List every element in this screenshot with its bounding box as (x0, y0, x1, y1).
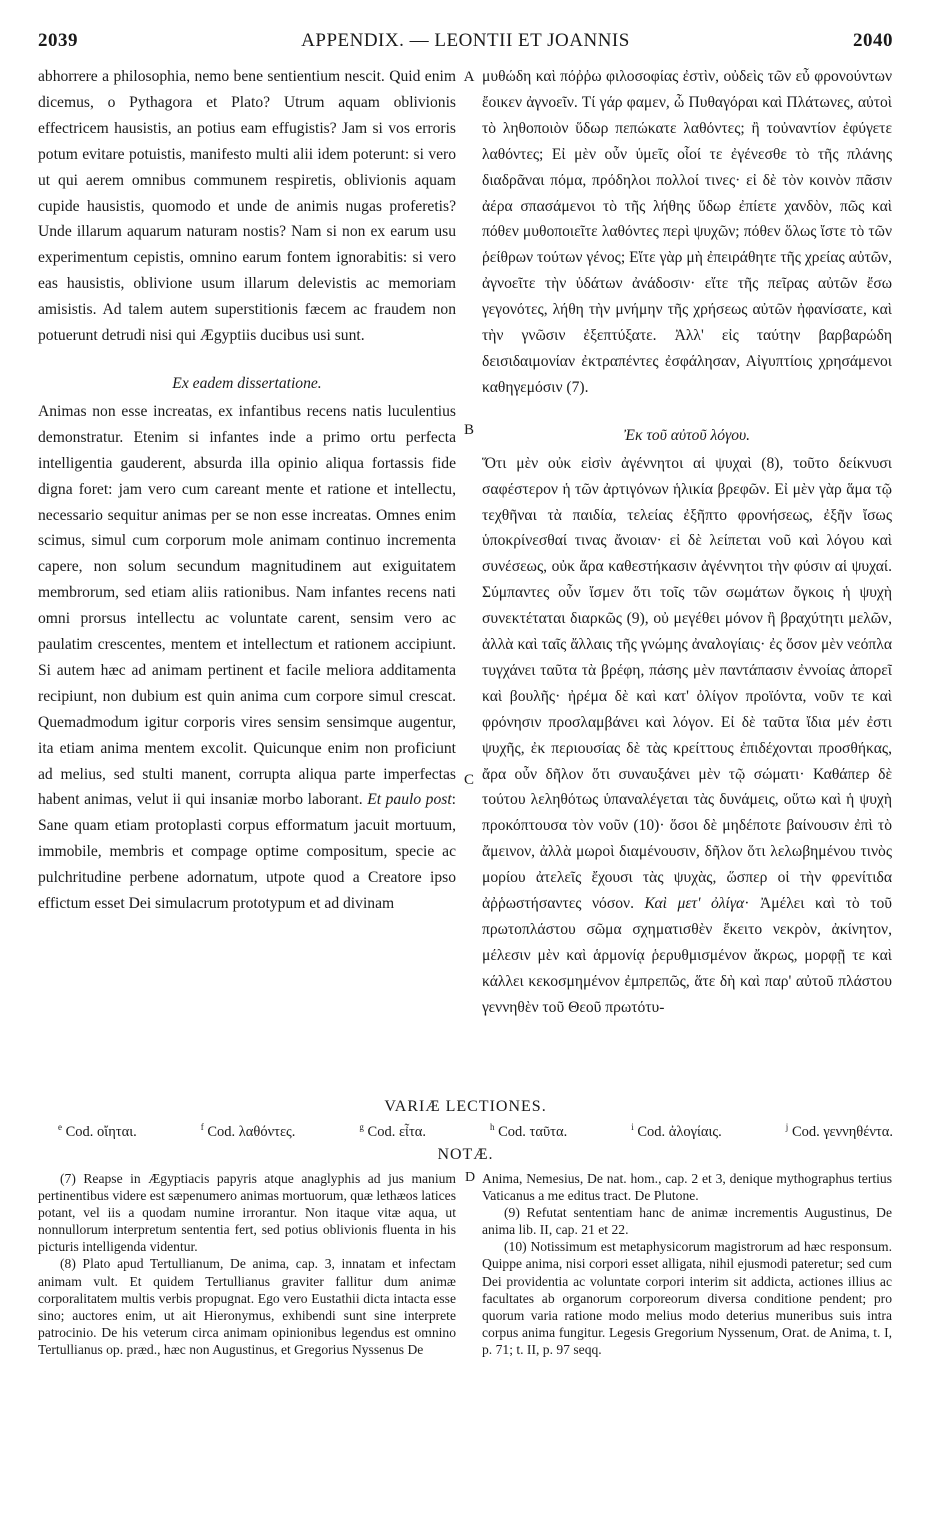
note-8-continued: Anima, Nemesius, De nat. hom., cap. 2 et 3, denique mythographus tertius Vaticanus a me editus tract. De Plutone. (482, 1171, 892, 1204)
latin-paragraph-2-text: Animas non esse increatas, ex infantibus recens natis luculentius demonstratur. Etenim si infantes inde a primo ortu perfecta intelligentia gauderent, absurda illa opinio aliqua fortassis fide digna foret: jam vero cum careant mente et ratione et intellectu, necessario sequitur animas per se non esse increatas. Omnes enim scimus, simul cum corporum mole animam continuo incrementa capere, non solum secundum magnitudinem aut exiguitatem membrorum, sed etiam aliis rationibus. Nam infantes recens nati omni prorsus intellectu ac voluntate carent, sensim vero ac paulatim crescentes, mentem et intellectum et rationem accipiunt. Si autem hæc ad animam pertinent et facile meliora additamenta recipiunt, non dubium est quin anima cum corpore simul crescat. Quemadmodum igitur corporis vires sensim sensimque augentur, ita etiam anima mentem excolit. Quicunque enim non proficiunt ad melius, sed stulti manent, corrupta aliqua parte imperfectas habent animas, velut ii qui insaniæ morbo laborant. (38, 402, 456, 809)
latin-paulo-post: Et paulo post (367, 791, 452, 809)
note-7: (7) Reapse in Ægyptiacis papyris atque anaglyphis ad jus manium pertinentibus videre est sæpenumero animas mortuorum, quæ lethæos latices potant, vel iis a quodam numine irrorantur. Non itaque vitæ aqua, ut nonnullorum interpretum sententia fert, sed potius oblivionis fluenta in his picturis intelligenda videntur. (38, 1171, 456, 1255)
greek-meta-oliga: Καὶ μετ' ὀλίγα (644, 895, 745, 913)
greek-column (482, 64, 892, 1099)
variant-reading: $^g$ Cod. εἶτα. (359, 1122, 427, 1140)
note-9: (9) Refutat sententiam hanc de animæ incrementis Augustinus, De anima lib. II, cap. 21 et 22. (482, 1205, 892, 1238)
section-markers (458, 64, 480, 1099)
greek-paragraph-2-text: Ὅτι μὲν οὐκ εἰσὶν ἀγέννητοι αἱ ψυχαὶ (8), τοῦτο δείκνυσι σαφέστερον ἡ τῶν ἀρτιγόνων ἡλικία βρεφῶν. Εἰ μὲν γὰρ ἅμα τῷ τεχθῆναι τὰ παιδία, τελείας ἐξῆπτο φρονήσεως, ἐξῆν ἴσως ὑποκρίνεσθαί τινας ἄνοιαν· εἰ δὲ λείπεται νοῦ καὶ λόγου καὶ συνέσεως, οὐκ ἄρα καθεστήκασιν ἀγέννητοι τὴν φύσιν αἱ ψυχαί. Σύμπαντες οὖν ἴσμεν ὅτι τοῖς τῶν σωμάτων ὄγκοις ἡ ψυχὴ συνεκτέταται διαρκῶς (9), οὐ μεγέθει μόνον ἢ βραχύτητι μελῶν, ἀλλὰ καὶ ταῖς ἄλλαις τῆς γνώμης ἀναλογίαις· ἐς ὅσον μὲν νεόπλα τυγχάνει ταῦτα τὰ βρέφη, πάσης μὲν παντάπασιν ἐννοίας ἀπορεῖ καὶ βουλῆς· ἠρέμα δὲ καὶ κατ' ὀλίγον προϊόντα, νοῦν τε καὶ φρόνησιν προσλαμβάνει καὶ λόγον. Εἰ δὲ ταῦτα ἴδια μέν ἐστι ψυχῆς, ἐκ περιουσίας δὲ τὰς κρείττους ἐπιδέχονται προσθήκας, ἄρα οὖν δῆλον ὅτι συναυξάνει μὲν τῷ σώματι· Καθάπερ δὲ τούτου λεληθότως ὑπαναλέγεται τὰς δυνάμεις, οὕτω καὶ ἡ ψυχὴ προκόπτουσα τὸν νοῦν (10)· ὅσοι δὲ μηδέποτε βαίνουσιν ἐπὶ τὸ ἄμεινον, ἀλλὰ μωροὶ διαμένουσιν, δῆλον ὅτι λελωβημένου τινὸς μορίου ἀτελεῖς ἔχουσι τὰς ψυχὰς, ὥσπερ οἱ τὴν φρενίτιδα ἀῤῥωστήσαντες νόσον. (482, 454, 892, 913)
running-title: APPENDIX. — LEONTII ET JOANNIS (301, 30, 630, 51)
greek-paragraph-1: μυθώδη καὶ πόῤῥω φιλοσοφίας ἐστὶν, οὐδεὶς τῶν εὖ φρονούντων ἔοικεν ἀγνοεῖν. Τί γάρ φαμεν, ὦ Πυθαγόραι καὶ Πλάτωνες, αὐτοὶ τὸ ληθοποιὸν ὕδωρ πεπώκατε λαθόντες; ἢ τοὐναντίον ἐφύγετε λαθόντες; Εἰ μὲν οὖν ὑμεῖς οἷοί τε ἐγένεσθε τὸ τῆς πλάνης διαδρᾶναι πόμα, πρόδηλοι πολλοί τινες· εἰ δὲ τὸν κοινὸν πᾶσιν ἀέρα σπασάμενοι τὸ τῆς λήθης ὕδωρ ἐπίετε χανδὸν, πῶς καὶ πόθεν μυθοποιεῖτε λαθόντες περὶ ψυχῶν; πόθεν ὅλως ἴστε τὸ τῶν ῥείθρων τούτων γένος; Εἴτε γὰρ μὴ ἐπειράθητε τῆς χρείας αὐτῶν, ἀγνοεῖτε τὴν ὑδάτων ἀνάδοσιν· εἴτε τῆς πεῖρας αὐτῶν ἔσω γεγονότες, λήθη τὴν μνήμην τῆς χρήσεως αὐτῶν ἠφανίσατε, καὶ τὴν γνῶσιν ἐξεπτύξατε. Ἀλλ' εἰς ταύτην βαρβαρώδη δεισιδαιμονίαν ἐκτραπέντες ἐσφάλησαν, Αἰγυπτίοις χρησάμενοι καθηγεμόσιν (7). (482, 68, 892, 396)
page-header (38, 30, 893, 60)
notes-right-column (482, 1170, 892, 1525)
variae-lectiones-list (58, 1122, 893, 1141)
greek-section-heading: Ἐκ τοῦ αὐτοῦ λόγου. (623, 426, 751, 444)
variae-lectiones-title: VARIÆ LECTIONES. (384, 1098, 547, 1115)
latin-section-heading: Ex eadem dissertatione. (172, 374, 322, 392)
latin-paragraph-2 (38, 399, 456, 917)
variant-reading: $^j$ Cod. γεννηθέντα. (785, 1122, 893, 1140)
latin-column (38, 64, 456, 1099)
variant-reading: $^i$ Cod. ἀλογίαις. (631, 1122, 722, 1140)
marker-d: D (464, 1170, 476, 1185)
variant-reading: $^h$ Cod. ταῦτα. (490, 1122, 568, 1140)
notes-left-column (38, 1170, 456, 1525)
marker-a: A (463, 69, 475, 85)
notae-title: NOTÆ. (437, 1146, 494, 1163)
marker-c: C (463, 772, 474, 788)
variant-reading: $^e$ Cod. οἴηται. (58, 1122, 137, 1140)
greek-paragraph-2 (482, 451, 892, 1021)
page-number-right: 2040 (853, 30, 893, 51)
variant-reading: $^f$ Cod. λαθόντες. (200, 1122, 296, 1140)
note-10: (10) Notissimum est metaphysicorum magistrorum ad hæc responsum. Quippe anima, nisi corpori esset alligata, nihil ejusmodi pateretur; sed cum Dei providentia ac voluntate corpori interim sit addicta, actiones illius ac facultates ab organorum corporeorum diversa conditione pendent; pro quorum varia ratione modo melius modo deterius muneribus suis intra corpus anima fungitur. Legesis Gregorium Nyssenum, Orat. de Anima, t. I, p. 71; t. II, p. 97 seqq. (482, 1239, 892, 1357)
latin-paragraph-1: abhorrere a philosophia, nemo bene sentientium nescit. Quid enim dicemus, o Pythagora et Plato? Utrum aquam oblivionis effectricem hausistis, an potius eam effugistis? Jam si vos erroris potum evitare potuistis, manifesto multi alii idem poterunt: si vero ut qui aerem omnibus communem respiretis, oblivionis aquam cupide hausistis, quomodo et unde de animis nugas proferetis? Unde illarum aquarum naturam nostis? Nam si non ex earum usu experimentum cepistis, omnino earum fontem ignorabitis: si vero eas hausistis, oblivione usum illarum delevistis ac memoriam amisistis. Ad talem autem superstitionis fæcem ac fraudem non potuerunt detrudi nisi qui Ægyptiis ducibus usi sunt. (38, 68, 456, 345)
latin-paragraph-2-cont: : Sane quam etiam protoplasti corpus efformatum jacuit mortuum, immobile, membris et compage optime compositum, specie ac pulchritudine perbene adornatum, utpote quod a Creatore ipso effictum esset Dei simulacrum prototypum et ad divinam (38, 791, 456, 913)
marker-b: B (463, 422, 474, 438)
note-8: (8) Plato apud Tertullianum, De anima, cap. 3, innatam et infectam animam vult. Et quidem Tertullianus graviter fallitur dum animæ corporalitatem multis verbis propugnat. Ego vero Eustathii dicta intacta esse sino; auctores enim, ut ait Hieronymus, exhibendi sunt sine interprete patrocinio. De his veterum circa animam opinionibus legendus est omnino Tertullianus op. præd., hæc non Augustinus, et Gregorius Nyssenus De (38, 1256, 456, 1357)
page-number-left: 2039 (38, 30, 78, 51)
greek-paragraph-2-cont: · Ἀμέλει καὶ τὸ τοῦ πρωτοπλάστου σῶμα σχηματισθὲν ἔκειτο νεκρὸν, ἀκίνητον, μέλεσιν μὲν καὶ ἁρμονίᾳ ῥερυθμισμένον ἄκρως, μορφῇ τε καὶ κάλλει κεκοσμημένον ἐμπρεπῶς, ἅτε δὴ καὶ παρ' αὐτοῦ πλάστου γεννηθὲν τοῦ Θεοῦ πρωτότυ- (482, 895, 892, 1016)
